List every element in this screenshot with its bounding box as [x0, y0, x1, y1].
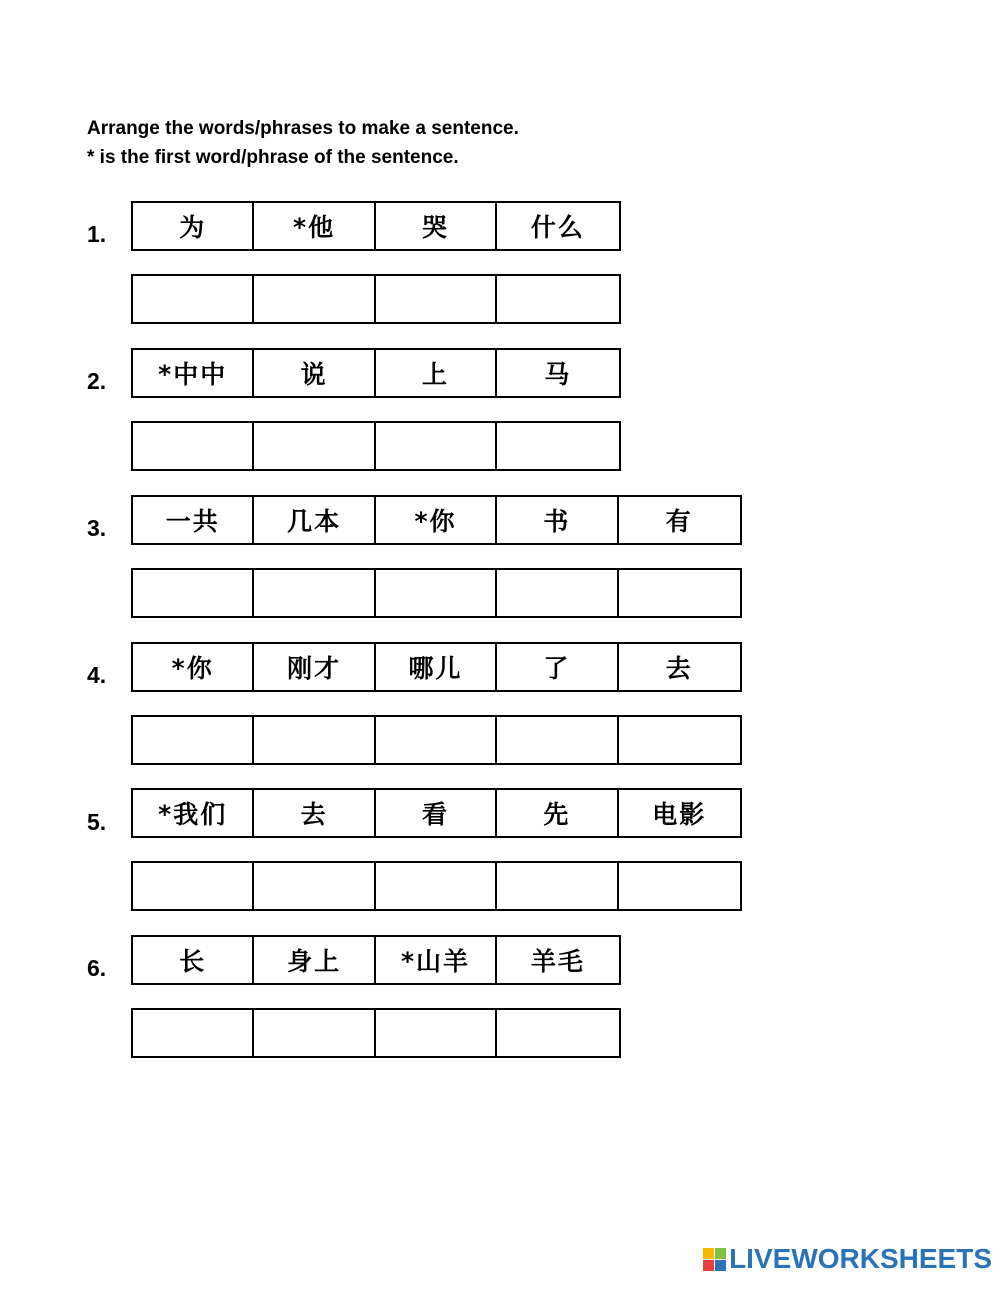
answer-slot[interactable]	[254, 863, 375, 909]
answer-row	[131, 568, 742, 618]
answer-row	[131, 421, 621, 471]
word-tile[interactable]: *你	[133, 644, 254, 690]
word-row	[131, 495, 742, 545]
answer-slot[interactable]	[497, 863, 618, 909]
word-tile[interactable]: 哪儿	[376, 644, 497, 690]
question-number: 5.	[87, 809, 107, 835]
word-tile[interactable]: *中中	[133, 350, 254, 396]
answer-slot[interactable]	[619, 717, 740, 763]
word-tile[interactable]: 了	[497, 644, 618, 690]
answer-slot[interactable]	[133, 423, 254, 469]
answer-slot[interactable]	[254, 423, 375, 469]
word-tile[interactable]: 去	[254, 790, 375, 836]
question-number: 2.	[87, 368, 107, 394]
word-tile[interactable]: 去	[665, 654, 693, 683]
answer-row	[131, 274, 621, 324]
answer-row	[131, 715, 742, 765]
word-row	[131, 201, 621, 251]
word-tile[interactable]: *山羊	[376, 937, 497, 983]
instructions	[87, 114, 519, 172]
word-tile[interactable]: 书	[497, 497, 618, 543]
answer-slot[interactable]	[376, 717, 497, 763]
word-tile[interactable]: 为	[133, 203, 254, 249]
answer-slot[interactable]	[376, 863, 497, 909]
answer-slot[interactable]	[497, 1010, 618, 1056]
word-tile[interactable]: 有	[665, 507, 693, 536]
word-tile[interactable]: 一共	[133, 497, 254, 543]
liveworksheets-blocks-icon	[703, 1248, 726, 1271]
answer-slot[interactable]	[376, 1010, 497, 1056]
word-tile[interactable]: 说	[254, 350, 375, 396]
word-tile[interactable]: 电影	[652, 800, 707, 829]
word-row	[131, 348, 621, 398]
word-tile[interactable]: 几本	[254, 497, 375, 543]
answer-row	[131, 861, 742, 911]
word-tile[interactable]: 上	[376, 350, 497, 396]
answer-slot[interactable]	[376, 276, 497, 322]
answer-slot[interactable]	[497, 570, 618, 616]
word-row	[131, 642, 742, 692]
answer-slot[interactable]	[133, 276, 254, 322]
answer-slot[interactable]	[376, 423, 497, 469]
instruction-line-2: * is the first word/phrase of the sentence.	[87, 147, 459, 168]
word-tile[interactable]: 看	[376, 790, 497, 836]
word-tile[interactable]: 羊毛	[530, 947, 585, 976]
word-row	[131, 788, 742, 838]
answer-slot[interactable]	[254, 570, 375, 616]
answer-slot[interactable]	[133, 570, 254, 616]
answer-slot[interactable]	[133, 1010, 254, 1056]
word-tile[interactable]: 长	[133, 937, 254, 983]
answer-row	[131, 1008, 621, 1058]
question-number: 3.	[87, 515, 107, 541]
word-tile[interactable]: 什么	[530, 213, 585, 242]
answer-slot[interactable]	[497, 276, 618, 322]
answer-slot[interactable]	[376, 570, 497, 616]
word-tile[interactable]: *你	[376, 497, 497, 543]
answer-slot[interactable]	[133, 717, 254, 763]
word-tile[interactable]: 身上	[254, 937, 375, 983]
answer-slot[interactable]	[619, 863, 740, 909]
word-tile[interactable]: 哭	[376, 203, 497, 249]
answer-slot[interactable]	[254, 717, 375, 763]
word-tile[interactable]: 马	[544, 360, 572, 389]
instruction-line-1: Arrange the words/phrases to make a sentence.	[87, 118, 519, 139]
question-number: 1.	[87, 221, 107, 247]
word-row	[131, 935, 621, 985]
answer-slot[interactable]	[254, 1010, 375, 1056]
answer-slot[interactable]	[254, 276, 375, 322]
answer-slot[interactable]	[497, 717, 618, 763]
word-tile[interactable]: 刚才	[254, 644, 375, 690]
answer-slot[interactable]	[619, 570, 740, 616]
word-tile[interactable]: 先	[497, 790, 618, 836]
word-tile[interactable]: *他	[254, 203, 375, 249]
logo-text: LIVEWORKSHEETS	[729, 1243, 992, 1274]
question-number: 4.	[87, 662, 107, 688]
liveworksheets-logo[interactable]	[703, 1243, 992, 1275]
answer-slot[interactable]	[497, 423, 618, 469]
answer-slot[interactable]	[133, 863, 254, 909]
word-tile[interactable]: *我们	[133, 790, 254, 836]
question-number: 6.	[87, 955, 107, 981]
